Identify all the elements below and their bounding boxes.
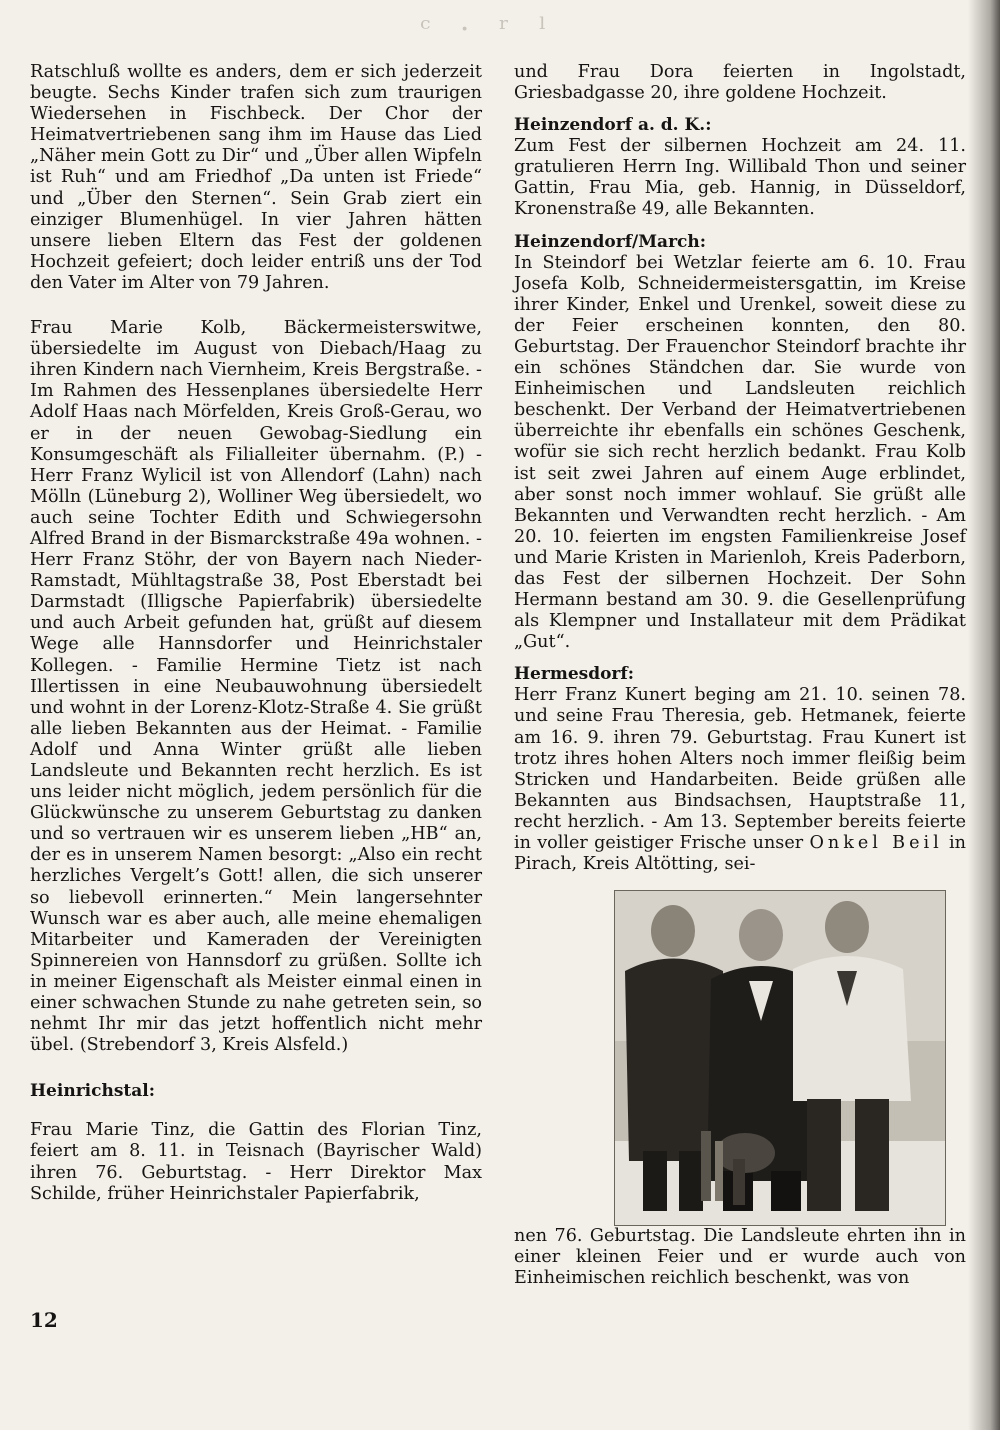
right-column (514, 62, 966, 875)
paragraph: und Frau Dora feierten in Ingolstadt, Griesbadgasse 20, ihre goldene Hochzeit. (514, 62, 966, 104)
right-column-continuation (514, 1226, 966, 1289)
left-column (30, 62, 482, 1205)
print-artifact: ᶜ · ʳ ˡ (420, 12, 557, 47)
group-photo (614, 890, 946, 1226)
photo-illustration (615, 891, 945, 1225)
page-number: 12 (30, 1308, 58, 1332)
paragraph: nen 76. Geburtstag. Die Landsleute ehrten ihn in einer kleinen Feier und er wurde auch von Einheimischen reichlich beschenkt, was von (514, 1226, 966, 1289)
section-heading-heinzendorf-k: Heinzendorf a. d. K.: (514, 115, 712, 136)
paragraph: Frau Marie Kolb, Bäckermeisterswitwe, übersiedelte im August von Diebach/Haag zu ihren Kindern nach Viernheim, Kreis Bergstraße. - Im Rahmen des Hessenplanes übersiedelte Herr Adolf Haas nach Mörfelden, Kreis Groß-Gerau, wo er in der neuen Gewobag-Siedlung ein Konsumgeschäft als Filialleiter übernahm. (P.) - Herr Franz Wylicil ist von Allendorf (Lahn) nach Mölln (Lüneburg 2), Wolliner Weg übersiedelt, wo auch seine Tochter Edith und Schwiegersohn Alfred Brand in der Bismarckstraße 49a wohnen. - Herr Franz Stöhr, der von Bayern nach Nieder-Ramstadt, Mühltagstraße 38, Post Eberstadt bei Darmstadt (Illigsche Papierfabrik) übersiedelte und auch Arbeit gefunden hat, grüßt auf diesem Wege alle Hannsdorfer und Heinrichstaler Kollegen. - Familie Hermine Tietz ist nach Illertissen in eine Neubauwohnung übersiedelt und wohnt in der Lorenz-Klotz-Straße 4. Sie grüßt alle lieben Bekannten aus der Heimat. - Familie Adolf und Anna Winter grüßt alle lieben Landsleute und Bekannten recht herzlich. Es ist uns leider nicht möglich, jedem persönlich für die Glückwünsche zu unserem Geburtstag zu danken und so vertrauen wir es unserem lieben „HB“ an, der es in unserem Namen besorgt: „Also ein recht herzliches Vergelt’s Gott! allen, die sich unserer so liebevoll erinnerten.“ Mein langersehnter Wunsch war es aber auch, alle meine ehemaligen Mitarbeiter und Kameraden der Vereinigten Spinnereien von Hannsdorf zu grüßen. Sollte ich in meiner Eigenschaft als Meister einmal einen in einer schwachen Stunde zu nahe getreten sein, so nehmt Ihr mir das jetzt hoffentlich nicht mehr übel. (Strebendorf 3, Kreis Alsfeld.) (30, 318, 482, 1056)
paragraph: Zum Fest der silbernen Hochzeit am 24. 11. gratulieren Herrn Ing. Willibald Thon und seiner Gattin, Frau Mia, geb. Hannig, in Düsseldorf, Kronenstraße 49, alle Bekannten. (514, 136, 966, 220)
paragraph: Frau Marie Tinz, die Gattin des Florian Tinz, feiert am 8. 11. in Teisnach (Bayrischer Wald) ihren 76. Geburtstag. - Herr Direktor Max Schilde, früher Heinrichstaler Papierfabrik, (30, 1120, 482, 1204)
paragraph-text: in Pirach, Kreis Altötting, sei- (514, 833, 966, 875)
section-heading-heinzendorf-march: Heinzendorf/March: (514, 231, 707, 252)
section-heading-hermesdorf: Hermesdorf: (514, 664, 634, 685)
paragraph-text: Herr Franz Kunert beging am 21. 10. seinen 78. und seine Frau Theresia, geb. Hetmanek, feierte am 16. 9. ihren 79. Geburtstag. Frau Kunert ist trotz ihres hohen Alters noch immer fleißig beim Stricken und Handarbeiten. Beide grüßen alle Bekannten aus Bindsachsen, Hauptstraße 11, recht herzlich. - Am 13. September bereits feierte in voller geistiger Frische unser (514, 685, 966, 853)
spaced-name: Onkel Beil (809, 833, 943, 853)
page-edge-shadow (968, 0, 1000, 1430)
paragraph: Ratschluß wollte es anders, dem er sich jederzeit beugte. Sechs Kinder trafen sich zum traurigen Wiedersehen in Fischbeck. Der Chor der Heimatvertriebenen sang ihm im Hause das Lied „Näher mein Gott zu Dir“ und „Über allen Wipfeln ist Ruh“ und am Friedhof „Da unten ist Friede“ und „Über den Sternen“. Sein Grab ziert ein einziger Blumenhügel. In vier Jahren hätten unsere lieben Eltern das Fest der goldenen Hochzeit gefeiert; doch leider entriß uns der Tod den Vater im Alter von 79 Jahren. (30, 62, 482, 293)
paragraph (514, 685, 966, 875)
paragraph: In Steindorf bei Wetzlar feierte am 6. 10. Frau Josefa Kolb, Schneidermeistersgattin, im Kreise ihrer Kinder, Enkel und Urenkel, soweit diese zu der Feier erscheinen konnten, den 80. Geburtstag. Der Frauenchor Steindorf brachte ihr ein schönes Ständchen dar. Sie wurde von Einheimischen und Landsleuten reichlich beschenkt. Der Verband der Heimatvertriebenen überreichte ihr ebenfalls ein schönes Geschenk, wofür sie sich recht herzlich bedankt. Frau Kolb ist seit zwei Jahren auf einem Auge erblindet, aber sonst noch immer wohlauf. Sie grüßt alle Bekannten und Verwandten recht herzlich. - Am 20. 10. feierten im engsten Familienkreise Josef und Marie Kristen in Marienloh, Kreis Paderborn, das Fest der silbernen Hochzeit. Der Sohn Hermann bestand am 30. 9. die Gesellenprüfung als Klempner und Installateur mit dem Prädikat „Gut“. (514, 252, 966, 653)
section-heading-heinrichstal: Heinrichstal: (30, 1081, 155, 1102)
